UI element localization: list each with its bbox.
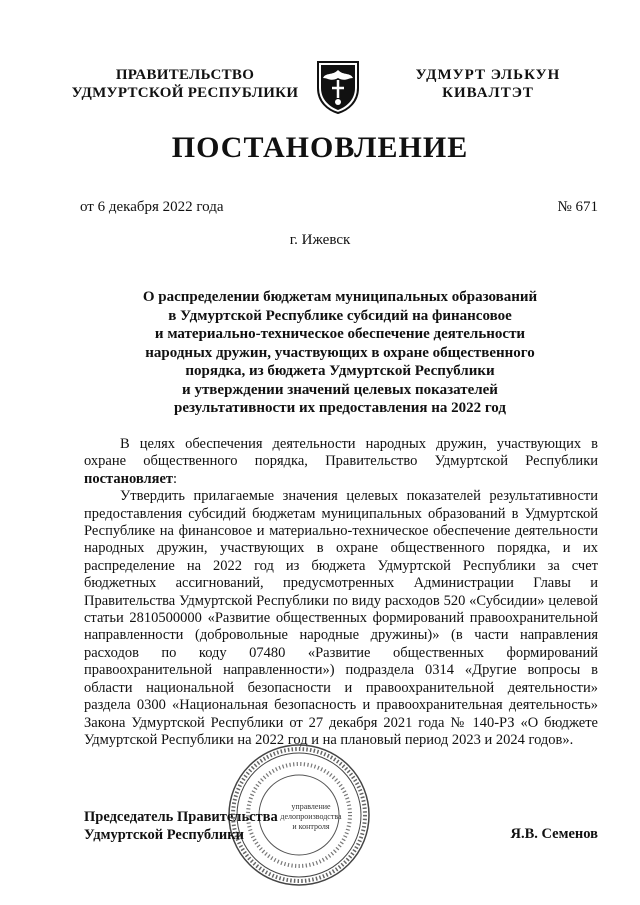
main-paragraph: Утвердить прилагаемые значения целевых показателей результативности предоставления субсидий бюджетам муниципальных образований в Удмуртской Республике на финансовое и материально-техническое обеспечение деятельности народных дружин, участвующих в охране общественного порядка, и их распределение на 2022 год из бюджета Удмуртской Республики за счет бюджетных ассигнований, предусмотренных Администрации Главы и Правительства Удмуртской Республики по виду расходов 520 «Субсидии» целевой статьи 2810500000 «Развитие общественных формирований правоохранительной направленности (добровольные народные дружины)» (в части направления расходов по коду 07480 «Развитие общественных формирований правоохранительной направленности») подраздела 0314 «Другие вопросы в области национальной безопасности и правоохранительной деятельности» раздела 0300 «Национальная безопасность и правоохранительная деятельность» Закона Удмуртской Республики от 27 декабря 2021 года № 140-РЗ «О бюджете Удмуртской Республики на 2022 год и на плановый период 2023 и 2024 годов». xyxy=(84,488,598,748)
issuer-name-russian xyxy=(60,66,310,102)
preamble-text: В целях обеспечения деятельности народных дружин, участвующих в охране общественного порядка, Правительство Удмуртской Республики xyxy=(84,436,598,470)
decree-colon: : xyxy=(173,470,178,487)
document-city: г. Ижевск xyxy=(289,232,351,248)
preamble-paragraph xyxy=(84,436,598,488)
issuer-name-udmurt xyxy=(388,66,588,102)
document-number: № 671 xyxy=(557,199,598,215)
document-date: от 6 декабря 2022 года xyxy=(80,199,224,215)
issuer-line-1: ПРАВИТЕЛЬСТВО xyxy=(115,67,255,83)
title-line: порядка, из бюджета Удмуртской Республики xyxy=(185,363,495,379)
issuer-udmurt-line-1: УДМУРТ ЭЛЬКУН xyxy=(415,67,561,83)
signer-position-line-1: Председатель Правительства xyxy=(84,809,278,825)
title-line: и утверждении значений целевых показателей xyxy=(182,381,498,398)
document-type: ПОСТАНОВЛЕНИЕ xyxy=(171,131,469,164)
title-line: О распределении бюджетам муниципальных образований xyxy=(142,289,538,305)
issuer-line-2: УДМУРТСКОЙ РЕСПУБЛИКИ xyxy=(71,85,299,101)
decree-word: постановляет xyxy=(84,470,174,487)
signer-position xyxy=(84,808,278,844)
issuer-udmurt-line-2: КИВАЛТЭТ xyxy=(442,85,534,101)
coat-of-arms-icon xyxy=(312,58,364,114)
signer-name: Я.В. Семенов xyxy=(510,826,598,842)
document-body xyxy=(84,436,598,749)
title-line: результативности их предоставления на 2022 год xyxy=(174,400,506,416)
stamp-inner-text: управление делопроизводства и контроля xyxy=(280,802,342,831)
title-line: в Удмуртской Республике субсидий на финансовое xyxy=(168,307,512,324)
title-line: и материально-техническое обеспечение деятельности xyxy=(154,326,526,342)
signer-position-line-2: Удмуртской Республики xyxy=(84,827,244,843)
title-line: народных дружин, участвующих в охране общественного xyxy=(145,344,535,361)
document-title xyxy=(90,288,590,418)
